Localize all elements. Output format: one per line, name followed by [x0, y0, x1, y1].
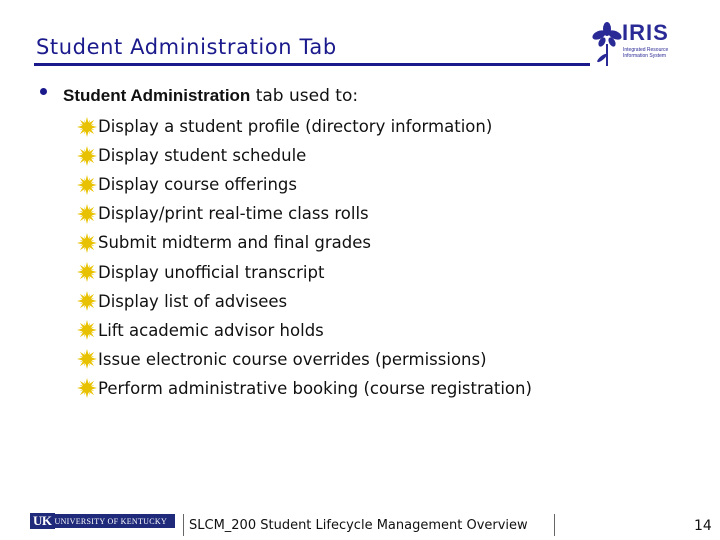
- list-item: Display list of advisees: [76, 287, 532, 316]
- title-underline: [34, 63, 590, 66]
- list-item: Display/print real-time class rolls: [76, 199, 532, 228]
- list-item: Display unofficial transcript: [76, 257, 532, 286]
- star-bullet-icon: [76, 174, 98, 196]
- iris-logo-word: IRIS: [622, 20, 669, 45]
- star-bullet-icon: [76, 232, 98, 254]
- page-number: 14: [694, 518, 712, 534]
- list-item: Display student schedule: [76, 141, 532, 170]
- iris-logo: [592, 20, 672, 70]
- lead-text: [63, 86, 358, 106]
- lead-rest: tab used to:: [250, 86, 359, 106]
- list-item: Display a student profile (directory information): [76, 112, 532, 141]
- star-bullet-icon: [76, 145, 98, 167]
- uk-name: UNIVERSITY OF KENTUCKY: [54, 516, 168, 526]
- bullet-dot: [40, 88, 47, 95]
- star-bullet-icon: [76, 261, 98, 283]
- list-item: Submit midterm and final grades: [76, 228, 532, 257]
- slide-title: Student Administration Tab: [36, 35, 337, 59]
- star-bullet-icon: [76, 348, 98, 370]
- list-item: Perform administrative booking (course registration): [76, 374, 532, 403]
- item-list: [76, 112, 532, 403]
- list-item: Issue electronic course overrides (permissions): [76, 345, 532, 374]
- uk-logo: [30, 514, 175, 528]
- lead-bold: Student Administration: [63, 86, 251, 105]
- iris-logo-tagline: Integrated Resource Information System: [623, 47, 669, 59]
- uk-mark: UK: [30, 513, 55, 529]
- star-bullet-icon: [76, 290, 98, 312]
- star-bullet-icon: [76, 203, 98, 225]
- footer-text: SLCM_200 Student Lifecycle Management Overview: [183, 514, 555, 536]
- star-bullet-icon: [76, 377, 98, 399]
- star-bullet-icon: [76, 116, 98, 138]
- list-item: Display course offerings: [76, 170, 532, 199]
- list-item: Lift academic advisor holds: [76, 316, 532, 345]
- star-bullet-icon: [76, 319, 98, 341]
- iris-flower-icon: [592, 20, 622, 68]
